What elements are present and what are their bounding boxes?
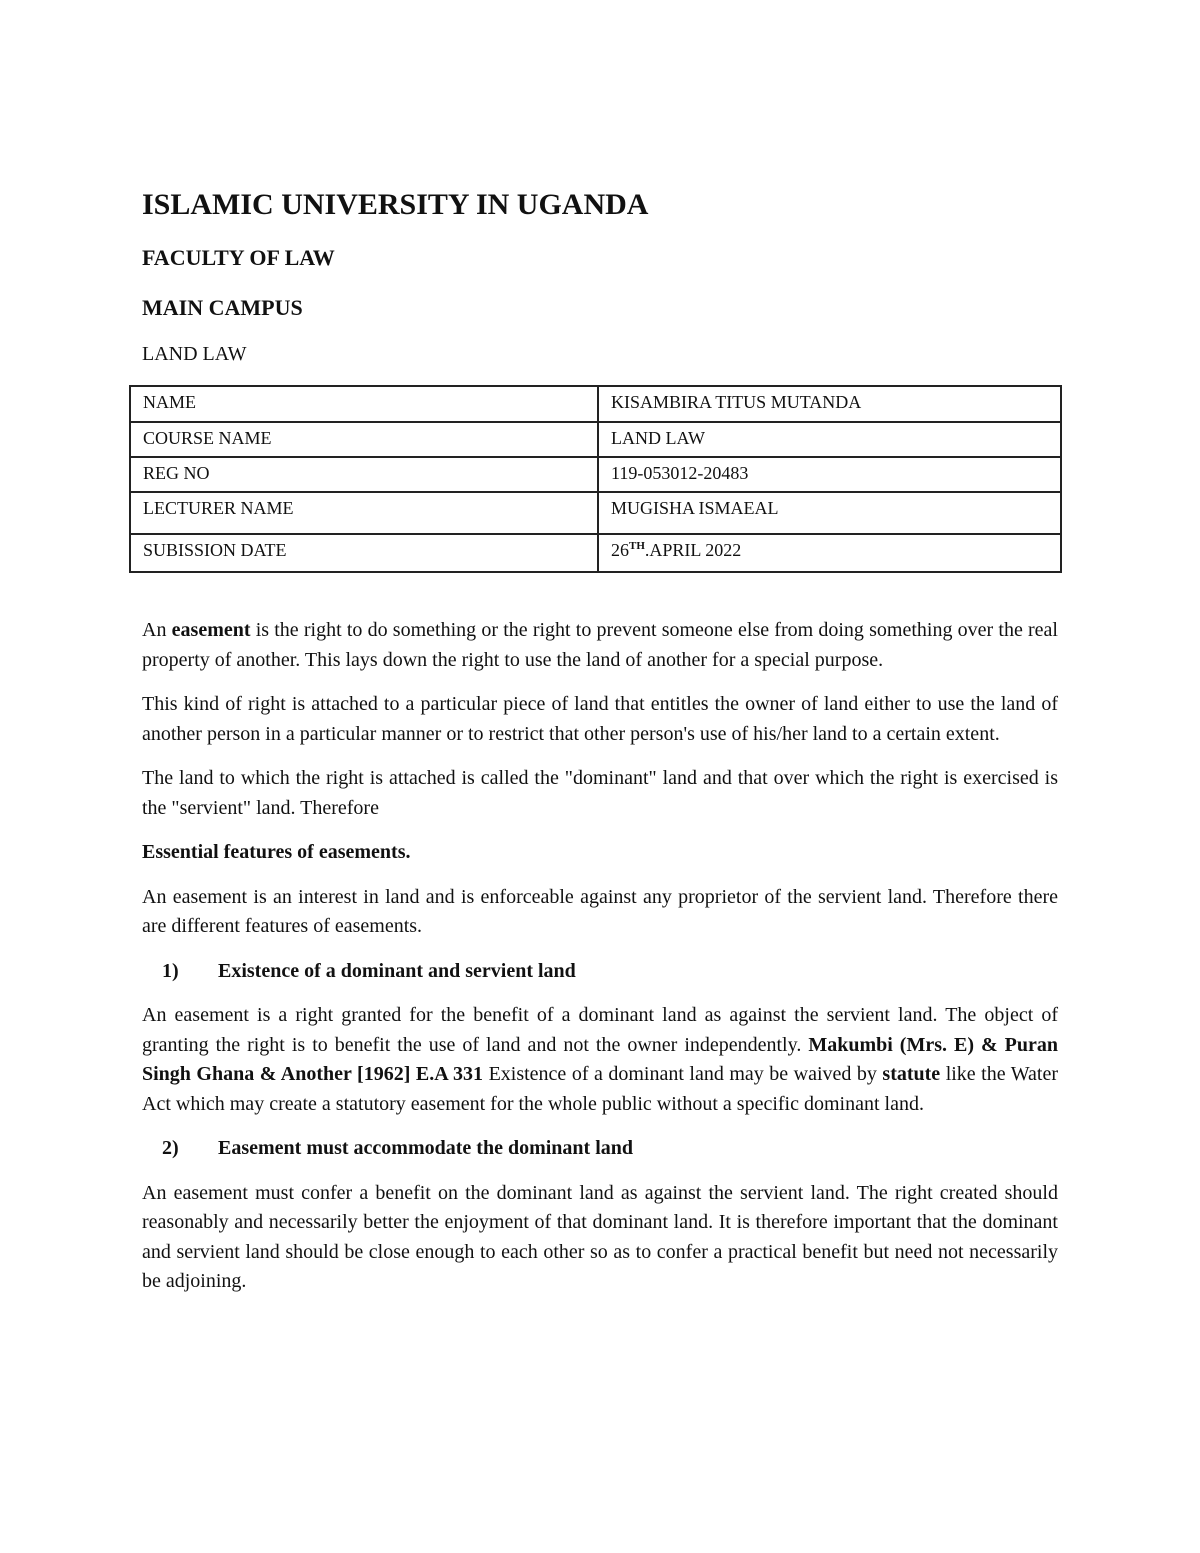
row-value: [598, 534, 1061, 572]
row-label: NAME: [130, 386, 598, 422]
section-heading: Essential features of easements.: [142, 841, 411, 863]
student-info-table: [129, 385, 1062, 573]
paragraph: The land to which the right is attached is called the "dominant" land and that over which the right is exercised is the "servient" land. Therefore: [142, 767, 1058, 819]
table-row: [130, 457, 1061, 492]
date-day: 26: [611, 540, 629, 560]
row-label: SUBISSION DATE: [130, 534, 598, 572]
paragraph: An easement is an interest in land and is enforceable against any proprietor of the servient land. Therefore there are different features of easements.: [142, 885, 1058, 937]
row-value: MUGISHA ISMAEAL: [598, 492, 1061, 534]
table-row: [130, 492, 1061, 534]
table-row: [130, 422, 1061, 457]
paragraph: [142, 616, 1058, 675]
document-body: [142, 616, 1058, 1312]
university-title: ISLAMIC UNIVERSITY IN UGANDA: [142, 188, 649, 221]
course-heading: LAND LAW: [142, 343, 247, 365]
row-value: 119-053012-20483: [598, 457, 1061, 492]
text: is the right to do something or the right to prevent someone else from doing something over the real property of another. This lays down the right to use the land of another for a special purpose.: [142, 619, 1058, 671]
list-number: 2): [162, 1137, 179, 1159]
text: Existence of a dominant land may be waived by: [483, 1063, 883, 1085]
paragraph: An easement must confer a benefit on the dominant land as against the servient land. The right created should reasonably and necessarily better the enjoyment of that dominant land. It is therefore important that the dominant and servient land should be close enough to each other so as to confer a practical benefit but need not necessarily be adjoining.: [142, 1181, 1058, 1292]
campus-heading: MAIN CAMPUS: [142, 295, 303, 320]
faculty-heading: FACULTY OF LAW: [142, 245, 335, 270]
list-number: 1): [162, 959, 179, 982]
numbered-heading: [142, 1134, 1058, 1164]
case-citation: Makumbi (Mrs. E) & Puran Singh Ghana & Another [1962] E.A 331: [142, 1033, 1058, 1085]
table-row: [130, 386, 1061, 422]
table-row: [130, 534, 1061, 572]
text: An: [142, 619, 172, 641]
row-label: LECTURER NAME: [130, 492, 598, 534]
date-suffix: TH: [629, 540, 645, 552]
row-label: COURSE NAME: [130, 422, 598, 457]
paragraph: This kind of right is attached to a particular piece of land that entitles the owner of land either to use the land of another person in a particular manner or to restrict that other person's use of his/her land to a certain extent.: [142, 693, 1058, 745]
numbered-heading: [142, 957, 1058, 987]
text: like the Water Act which may create a statutory easement for the whole public without a specific dominant land.: [142, 1063, 1059, 1115]
heading-text: Existence of a dominant and servient land: [218, 959, 576, 982]
heading-text: Easement must accommodate the dominant land: [218, 1137, 633, 1159]
text: An easement is a right granted for the benefit of a dominant land as against the servient land. The object of granting the right is to benefit the use of land and not the owner independently.: [142, 1004, 1058, 1056]
row-label: REG NO: [130, 457, 598, 492]
bold-term: easement: [171, 619, 251, 641]
bold-term: statute: [882, 1063, 941, 1085]
row-value: KISAMBIRA TITUS MUTANDA: [598, 386, 1061, 422]
paragraph: [142, 1001, 1058, 1119]
row-value: LAND LAW: [598, 422, 1061, 457]
date-rest: .APRIL 2022: [644, 540, 742, 560]
